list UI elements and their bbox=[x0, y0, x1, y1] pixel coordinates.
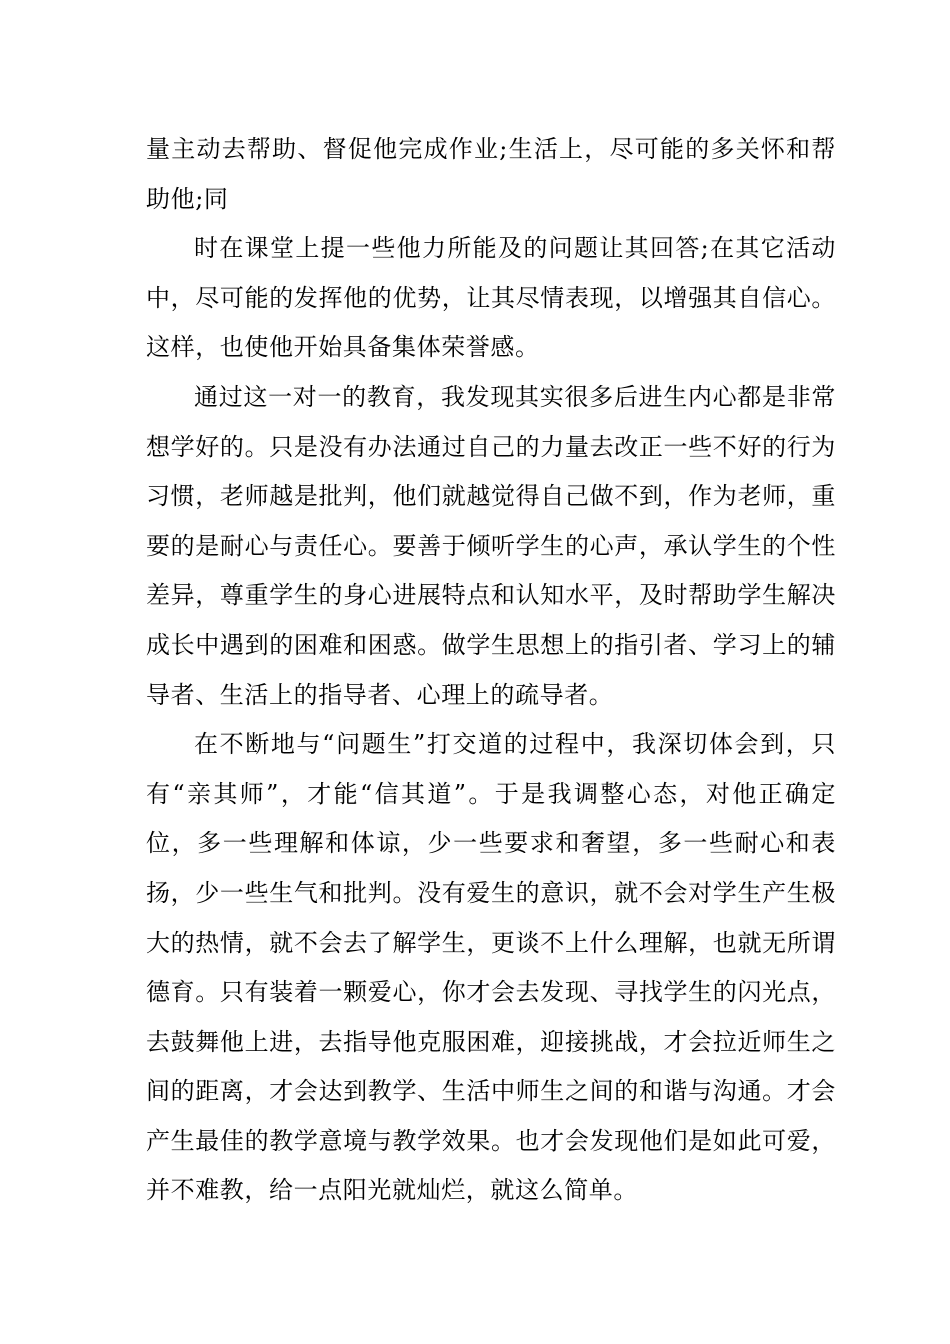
document-body bbox=[146, 125, 836, 1216]
paragraph-3: 通过这一对一的教育，我发现其实很多后进生内心都是非常想学好的。只是没有办法通过自己的力量去改正一些不好的行为习惯，老师越是批判，他们就越觉得自己做不到，作为老师，重要的是耐心与责任心。要善于倾听学生的心声，承认学生的个性差异，尊重学生的身心进展特点和认知水平，及时帮助学生解决成长中遇到的困难和困惑。做学生思想上的指引者、学习上的辅导者、生活上的指导者、心理上的疏导者。 bbox=[146, 382, 836, 709]
paragraph-4: 在不断地与“问题生”打交道的过程中，我深切体会到，只有“亲其师”，才能“信其道”。于是我调整心态，对他正确定位，多一些理解和体谅，少一些要求和奢望，多一些耐心和表扬，少一些生气和批判。没有爱生的意识，就不会对学生产生极大的热情，就不会去了解学生，更谈不上什么理解，也就无所谓德育。只有装着一颗爱心，你才会去发现、寻找学生的闪光点，去鼓舞他上进，去指导他克服困难，迎接挑战，才会拉近师生之间的距离，才会达到教学、生活中师生之间的和谐与沟通。才会产生最佳的教学意境与教学效果。也才会发现他们是如此可爱，并不难教，给一点阳光就灿烂，就这么简单。 bbox=[146, 730, 836, 1205]
paragraph-2: 时在课堂上提一些他力所能及的问题让其回答;在其它活动中，尽可能的发挥他的优势，让其尽情表现，以增强其自信心。这样，也使他开始具备集体荣誉感。 bbox=[146, 234, 836, 362]
paragraph-1: 量主动去帮助、督促他完成作业;生活上，尽可能的多关怀和帮助他;同 bbox=[146, 135, 836, 213]
